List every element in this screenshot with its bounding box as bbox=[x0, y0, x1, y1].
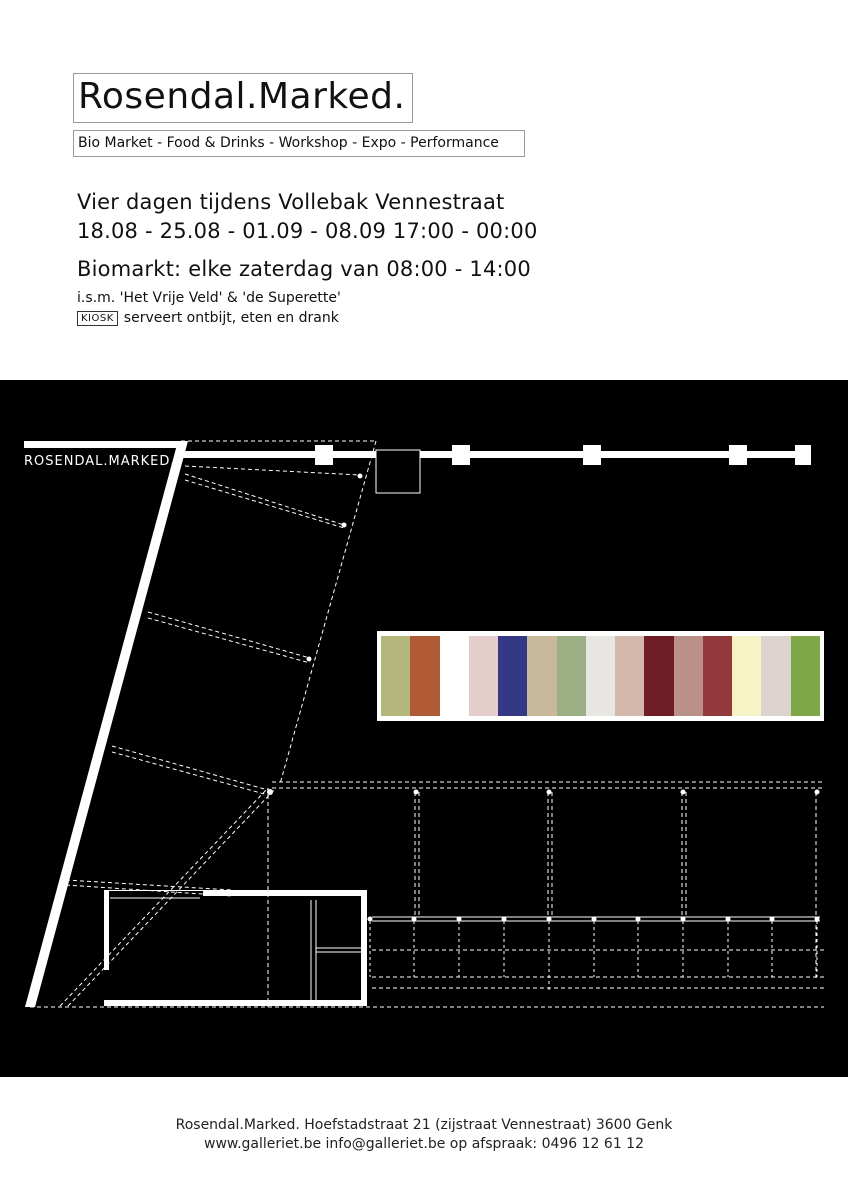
plan-column bbox=[452, 445, 470, 465]
color-swatch bbox=[761, 636, 790, 716]
plan-top-wall bbox=[181, 451, 811, 458]
plan-top-left-wall bbox=[24, 441, 181, 448]
color-swatch bbox=[791, 636, 820, 716]
color-swatch bbox=[644, 636, 673, 716]
footer-address: Rosendal.Marked. Hoefstadstraat 21 (zijstraat Vennestraat) 3600 Genk bbox=[175, 1117, 673, 1133]
kiosk-line bbox=[77, 310, 339, 326]
color-swatch bbox=[615, 636, 644, 716]
color-swatch bbox=[381, 636, 410, 716]
partners: i.s.m. 'Het Vrije Veld' & 'de Superette' bbox=[77, 290, 341, 306]
color-swatch bbox=[703, 636, 732, 716]
plan-kiosk-box bbox=[376, 450, 420, 493]
color-swatch bbox=[527, 636, 556, 716]
plan-column bbox=[315, 445, 333, 465]
plan-column bbox=[729, 445, 747, 465]
color-swatch bbox=[674, 636, 703, 716]
plan-label: ROSENDAL.MARKED. bbox=[24, 454, 176, 469]
color-swatch bbox=[498, 636, 527, 716]
plan-column bbox=[795, 445, 811, 465]
biomarket-hours: Biomarkt: elke zaterdag van 08:00 - 14:00 bbox=[77, 257, 531, 281]
tagline: Bio Market - Food & Drinks - Workshop - Expo - Performance bbox=[78, 135, 499, 151]
floor-plan-drawing bbox=[0, 380, 848, 1077]
event-description: Vier dagen tijdens Vollebak Vennestraat bbox=[77, 190, 505, 214]
color-swatch bbox=[440, 636, 469, 716]
color-palette bbox=[377, 631, 824, 721]
plan-room-wall bbox=[361, 890, 367, 1006]
event-dates: 18.08 - 25.08 - 01.09 - 08.09 17:00 - 00:00 bbox=[77, 219, 538, 243]
footer-contact: www.galleriet.be info@galleriet.be op afspraak: 0496 12 61 12 bbox=[204, 1136, 644, 1152]
kiosk-logo: KIOSK bbox=[77, 311, 118, 326]
floor-plan-panel bbox=[0, 380, 848, 1077]
color-swatch bbox=[732, 636, 761, 716]
page-title: Rosendal.Marked. bbox=[78, 76, 406, 117]
kiosk-text: serveert ontbijt, eten en drank bbox=[123, 310, 339, 326]
color-swatch bbox=[557, 636, 586, 716]
plan-room-wall bbox=[104, 1000, 367, 1006]
color-swatch bbox=[586, 636, 615, 716]
color-swatch bbox=[410, 636, 439, 716]
plan-column bbox=[583, 445, 601, 465]
color-swatch bbox=[469, 636, 498, 716]
